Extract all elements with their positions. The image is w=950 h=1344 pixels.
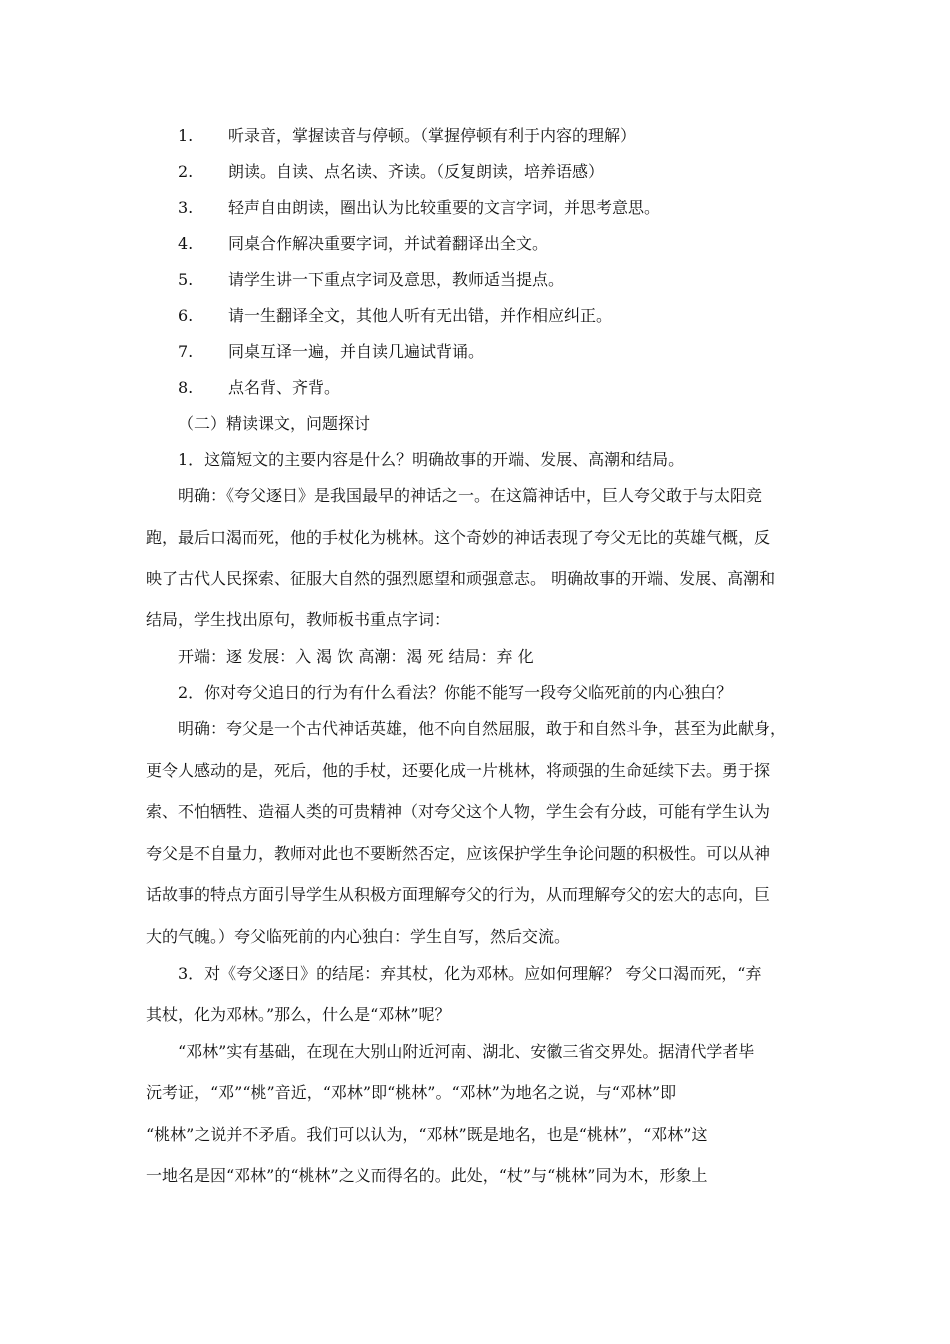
step-number: 6. bbox=[178, 306, 194, 325]
step-item bbox=[178, 124, 636, 148]
step-text: 请学生讲一下重点字词及意思，教师适当提点。 bbox=[228, 270, 565, 289]
step-item bbox=[178, 340, 484, 364]
paragraph-line: 结局，学生找出原句，教师板书重点字词： bbox=[146, 610, 451, 629]
paragraph-line: 大的气魄。）夸父临死前的内心独白：学生自写，然后交流。 bbox=[146, 927, 571, 946]
step-text: 同桌合作解决重要字词，并试着翻译出全文。 bbox=[228, 234, 549, 253]
step-item bbox=[178, 376, 340, 400]
question-text: 2．你对夸父追日的行为有什么看法？你能不能写一段夸父临死前的内心独白？ bbox=[178, 683, 733, 702]
paragraph-line: 明确：夸父是一个古代神话英雄，他不向自然屈服，敢于和自然斗争，甚至为此献身， bbox=[178, 719, 787, 738]
step-item bbox=[178, 232, 548, 256]
paragraph-line: 索、不怕牺牲、造福人类的可贵精神（对夸父这个人物，学生会有分歧，可能有学生认为 bbox=[146, 802, 771, 821]
step-number: 2. bbox=[178, 162, 194, 181]
paragraph-line: 明确：《夸父逐日》是我国最早的神话之一。在这篇神话中，巨人夸父敢于与太阳竞 bbox=[178, 486, 763, 505]
paragraph-line: 映了古代人民探索、征服大自然的强烈愿望和顽强意志。 明确故事的开端、发展、高潮和 bbox=[146, 569, 776, 588]
step-number: 1. bbox=[178, 126, 194, 145]
paragraph-line: 更令人感动的是，死后，他的手杖，还要化成一片桃林，将顽强的生命延续下去。勇于探 bbox=[146, 761, 771, 780]
step-item bbox=[178, 196, 660, 220]
step-number: 4. bbox=[178, 234, 194, 253]
step-number: 7. bbox=[178, 342, 194, 361]
paragraph-line: 话故事的特点方面引导学生从积极方面理解夸父的行为，从而理解夸父的宏大的志向，巨 bbox=[146, 885, 771, 904]
step-item bbox=[178, 304, 612, 328]
step-text: 听录音，掌握读音与停顿。（掌握停顿有利于内容的理解） bbox=[228, 126, 637, 145]
paragraph-line: 一地名是因“邓林”的“桃林”之义而得名的。此处，“杖”与“桃林”同为木，形象上 bbox=[146, 1166, 708, 1185]
step-item bbox=[178, 160, 604, 184]
paragraph-line: 夸父是不自量力，教师对此也不要断然否定，应该保护学生争论问题的积极性。可以从神 bbox=[146, 844, 771, 863]
step-text: 朗读。自读、点名读、齐读。（反复朗读，培养语感） bbox=[228, 162, 605, 181]
step-text: 点名背、齐背。 bbox=[228, 378, 341, 397]
paragraph-line: “邓林”实有基础，在现在大别山附近河南、湖北、安徽三省交界处。据清代学者毕 bbox=[178, 1042, 755, 1061]
paragraph-line: 其杖，化为邓林。”那么，什么是“邓林”呢？ bbox=[146, 1005, 451, 1024]
step-number: 8. bbox=[178, 378, 194, 397]
paragraph-line: 跑，最后口渴而死，他的手杖化为桃林。这个奇妙的神话表现了夸父无比的英雄气概，反 bbox=[146, 528, 771, 547]
question-text: 3．对《夸父逐日》的结尾：弃其杖，化为邓林。应如何理解？ 夸父口渴而死，“弃 bbox=[178, 964, 762, 983]
step-item bbox=[178, 268, 564, 292]
question-text: 1．这篇短文的主要内容是什么？明确故事的开端、发展、高潮和结局。 bbox=[178, 450, 685, 469]
step-text: 同桌互译一遍，并自读几遍试背诵。 bbox=[228, 342, 485, 361]
section-heading: （二）精读课文，问题探讨 bbox=[178, 414, 371, 433]
paragraph-line: “桃林”之说并不矛盾。我们可以认为，“邓林”既是地名，也是“桃林”，“邓林”这 bbox=[146, 1125, 708, 1144]
step-number: 3. bbox=[178, 198, 194, 217]
step-number: 5. bbox=[178, 270, 194, 289]
step-text: 轻声自由朗读，圈出认为比较重要的文言字词，并思考意思。 bbox=[228, 198, 661, 217]
keyword-line: 开端：逐 发展：入 渴 饮 高潮：渴 死 结局：弃 化 bbox=[178, 647, 534, 666]
step-text: 请一生翻译全文，其他人听有无出错，并作相应纠正。 bbox=[228, 306, 613, 325]
paragraph-line: 沅考证，“邓”“桃”音近，“邓林”即“桃林”。“邓林”为地名之说，与“邓林”即 bbox=[146, 1083, 677, 1102]
